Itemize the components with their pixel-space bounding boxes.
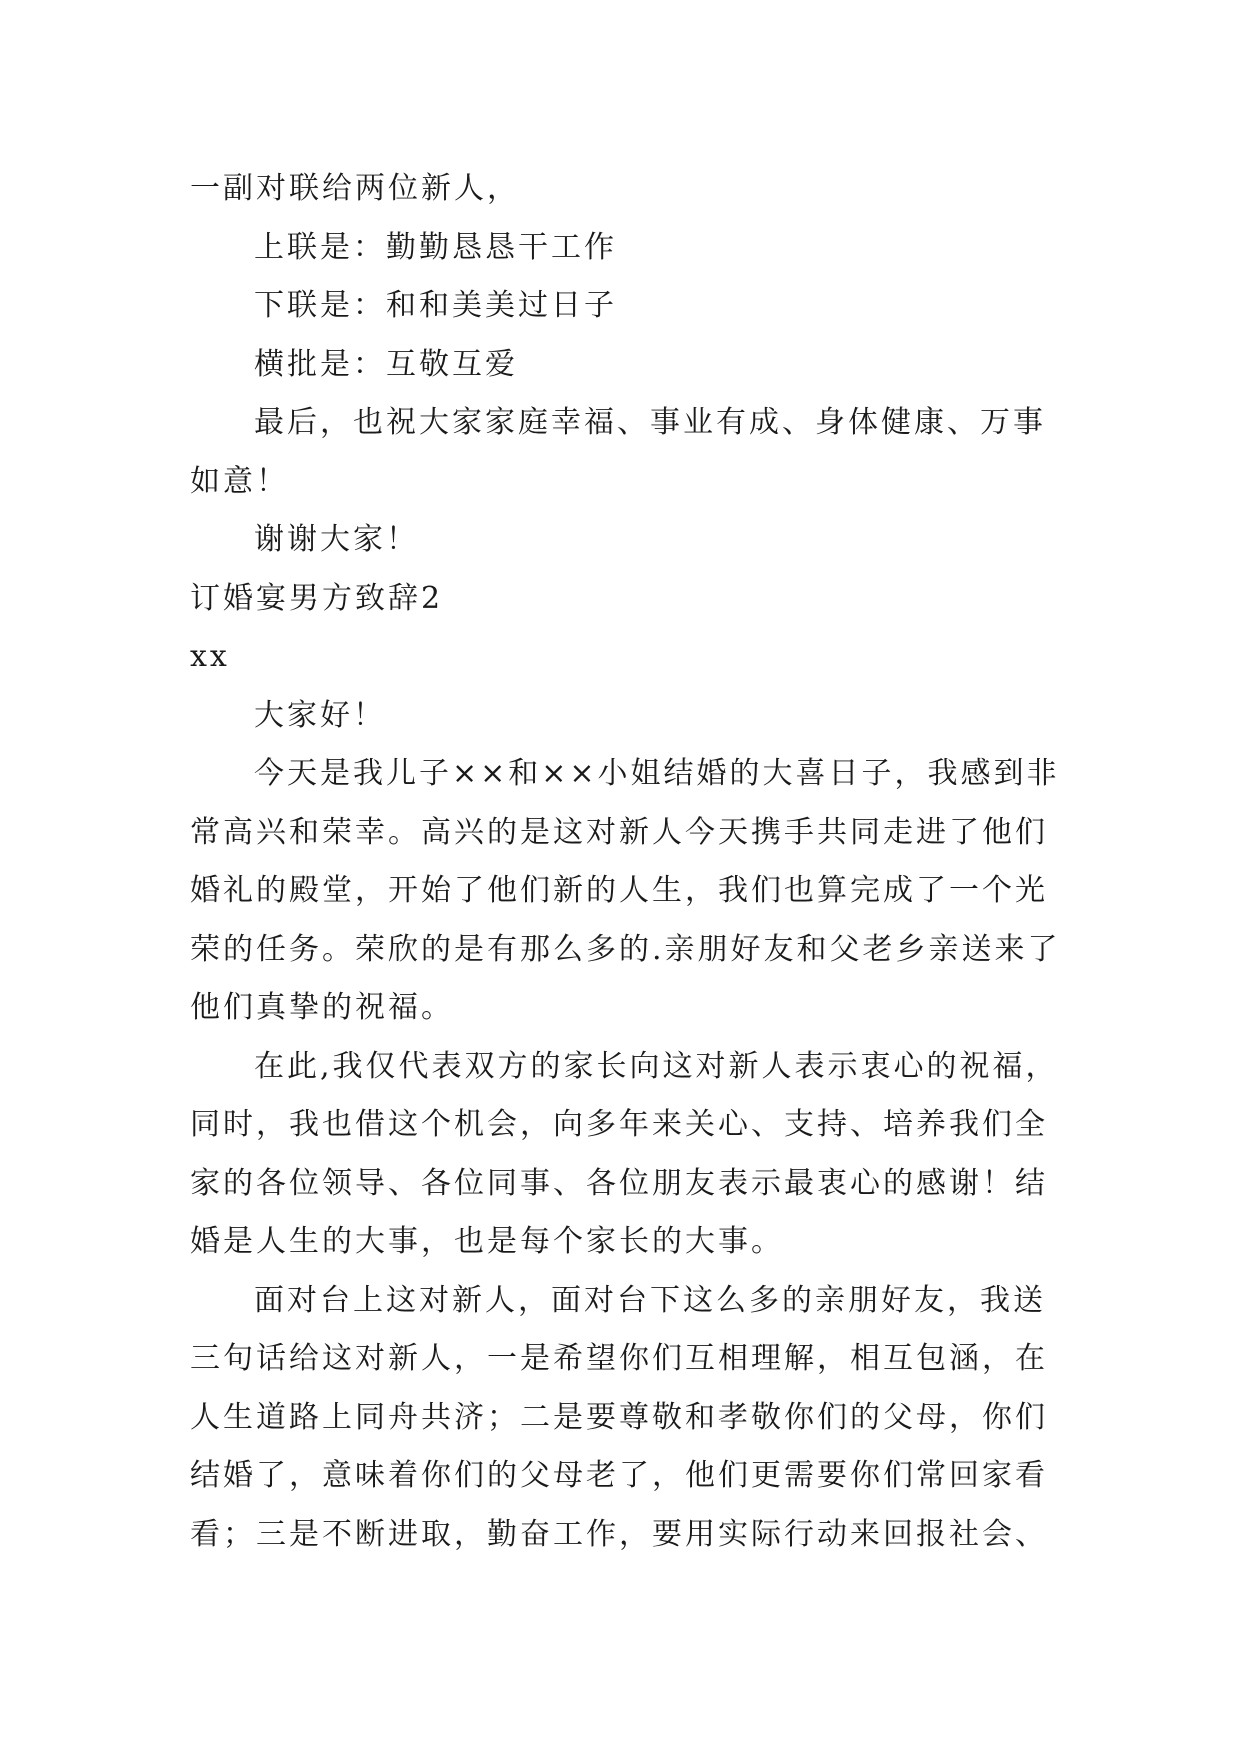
paragraph-today: 今天是我儿子××和××小姐结婚的大喜日子，我感到非常高兴和荣幸。高兴的是这对新人今天携手共同走进了他们婚礼的殿堂，开始了他们新的人生，我们也算完成了一个光荣的任务。荣欣的是有那么多的.亲朋好友和父老乡亲送来了他们真挚的祝福。 — [190, 756, 1061, 1025]
section-heading: 订婚宴男方致辞2 — [190, 580, 444, 616]
paragraph-second-line: 下联是：和和美美过日子 — [254, 288, 617, 323]
paragraph-gratitude: 在此,我仅代表双方的家长向这对新人表示衷心的祝福，同时，我也借这个机会，向多年来关心、支持、培养我们全家的各位领导、各位同事、各位朋友表示最衷心的感谢！结婚是人生的大事，也是每个家长的大事。 — [190, 1048, 1059, 1259]
paragraph-advice: 面对台上这对新人，面对台下这么多的亲朋好友，我送三句话给这对新人，一是希望你们互相理解，相互包涵，在人生道路上同舟共济；二是要尊敬和孝敬你们的父母，你们结婚了，意味着你们的父母老了，他们更需要你们常回家看看；三是不断进取，勤奋工作，要用实际行动来回报社会、 — [190, 1282, 1048, 1552]
paragraph-horizontal-scroll: 横批是：互敬互爱 — [254, 346, 518, 382]
paragraph-couplet-intro: 一副对联给两位新人， — [190, 171, 520, 206]
paragraph-greeting: 大家好！ — [254, 697, 386, 733]
paragraph-placeholder-name: xx — [190, 639, 230, 674]
document-body — [190, 160, 1070, 1564]
paragraph-thanks: 谢谢大家！ — [254, 522, 419, 557]
paragraph-wishes: 最后，也祝大家家庭幸福、事业有成、身体健康、万事如意！ — [190, 405, 1046, 499]
paragraph-first-line: 上联是：勤勤恳恳干工作 — [254, 229, 617, 265]
